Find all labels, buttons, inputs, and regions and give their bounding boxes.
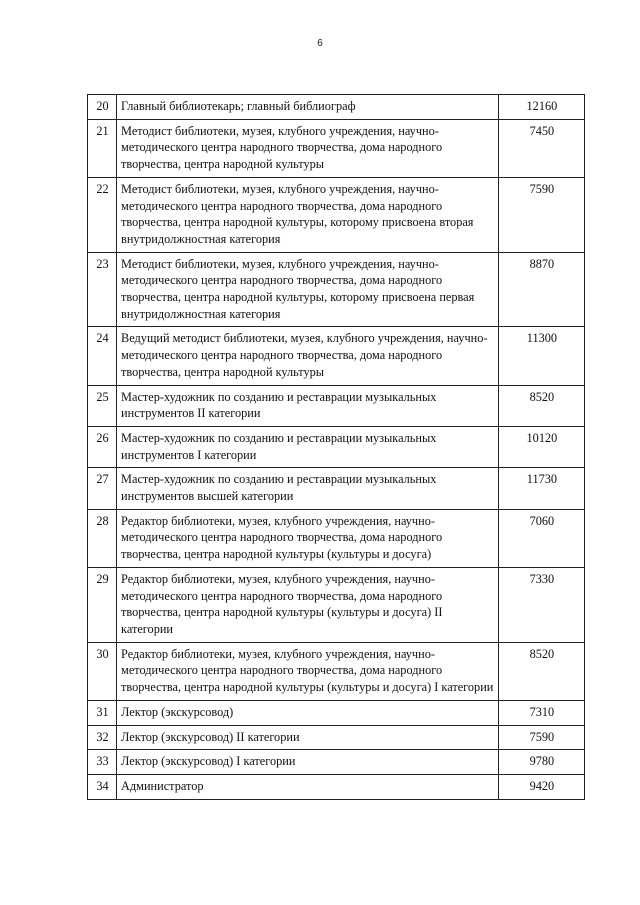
salary-value-cell: 9780 bbox=[498, 750, 584, 775]
row-number-cell: 20 bbox=[88, 95, 117, 120]
position-name-cell: Редактор библиотеки, музея, клубного учреждения, научно-методического центра народного творчества, дома народного творчества, центра народной культуры (культуры и досуга) I категории bbox=[117, 642, 499, 700]
table-row bbox=[88, 642, 585, 700]
row-number-cell: 23 bbox=[88, 252, 117, 327]
row-number-cell: 28 bbox=[88, 509, 117, 567]
salary-value-cell: 9420 bbox=[498, 774, 584, 799]
position-name-cell: Мастер-художник по созданию и реставрации музыкальных инструментов I категории bbox=[117, 426, 499, 467]
row-number-cell: 30 bbox=[88, 642, 117, 700]
table-row bbox=[88, 567, 585, 642]
position-name-cell: Мастер-художник по созданию и реставрации музыкальных инструментов II категории bbox=[117, 385, 499, 426]
salary-table bbox=[87, 94, 585, 800]
salary-value-cell: 10120 bbox=[498, 426, 584, 467]
page-number: 6 bbox=[317, 38, 323, 49]
table-body bbox=[88, 95, 585, 800]
table-row bbox=[88, 252, 585, 327]
salary-value-cell: 7310 bbox=[498, 700, 584, 725]
row-number-cell: 33 bbox=[88, 750, 117, 775]
salary-value-cell: 7590 bbox=[498, 177, 584, 252]
position-name-cell: Администратор bbox=[117, 774, 499, 799]
table-row bbox=[88, 468, 585, 509]
row-number-cell: 21 bbox=[88, 119, 117, 177]
table-row bbox=[88, 700, 585, 725]
salary-value-cell: 8870 bbox=[498, 252, 584, 327]
row-number-cell: 24 bbox=[88, 327, 117, 385]
table-row bbox=[88, 177, 585, 252]
table-row bbox=[88, 119, 585, 177]
position-name-cell: Ведущий методист библиотеки, музея, клубного учреждения, научно-методического центра народного творчества, дома народного творчества, центра народной культуры bbox=[117, 327, 499, 385]
row-number-cell: 34 bbox=[88, 774, 117, 799]
table-row bbox=[88, 327, 585, 385]
position-name-cell: Редактор библиотеки, музея, клубного учреждения, научно-методического центра народного творчества, дома народного творчества, центра народной культуры (культуры и досуга) II категории bbox=[117, 567, 499, 642]
row-number-cell: 22 bbox=[88, 177, 117, 252]
position-name-cell: Редактор библиотеки, музея, клубного учреждения, научно-методического центра народного творчества, дома народного творчества, центра народной культуры (культуры и досуга) bbox=[117, 509, 499, 567]
row-number-cell: 29 bbox=[88, 567, 117, 642]
position-name-cell: Мастер-художник по созданию и реставрации музыкальных инструментов высшей категории bbox=[117, 468, 499, 509]
table-row bbox=[88, 426, 585, 467]
salary-value-cell: 8520 bbox=[498, 642, 584, 700]
table-row bbox=[88, 385, 585, 426]
salary-value-cell: 11730 bbox=[498, 468, 584, 509]
position-name-cell: Лектор (экскурсовод) bbox=[117, 700, 499, 725]
salary-value-cell: 7330 bbox=[498, 567, 584, 642]
position-name-cell: Методист библиотеки, музея, клубного учреждения, научно-методического центра народного творчества, дома народного творчества, центра народной культуры, которому присвоена первая внутридолжностная категория bbox=[117, 252, 499, 327]
table-row bbox=[88, 509, 585, 567]
row-number-cell: 32 bbox=[88, 725, 117, 750]
position-name-cell: Методист библиотеки, музея, клубного учреждения, научно-методического центра народного творчества, дома народного творчества, центра народной культуры bbox=[117, 119, 499, 177]
salary-value-cell: 7450 bbox=[498, 119, 584, 177]
position-name-cell: Главный библиотекарь; главный библиограф bbox=[117, 95, 499, 120]
salary-value-cell: 11300 bbox=[498, 327, 584, 385]
row-number-cell: 31 bbox=[88, 700, 117, 725]
salary-value-cell: 8520 bbox=[498, 385, 584, 426]
salary-value-cell: 12160 bbox=[498, 95, 584, 120]
position-name-cell: Методист библиотеки, музея, клубного учреждения, научно-методического центра народного творчества, дома народного творчества, центра народной культуры, которому присвоена вторая внутридолжностная категория bbox=[117, 177, 499, 252]
salary-value-cell: 7060 bbox=[498, 509, 584, 567]
row-number-cell: 25 bbox=[88, 385, 117, 426]
row-number-cell: 26 bbox=[88, 426, 117, 467]
table-row bbox=[88, 725, 585, 750]
table-row bbox=[88, 774, 585, 799]
row-number-cell: 27 bbox=[88, 468, 117, 509]
table-row bbox=[88, 95, 585, 120]
salary-value-cell: 7590 bbox=[498, 725, 584, 750]
position-name-cell: Лектор (экскурсовод) II категории bbox=[117, 725, 499, 750]
position-name-cell: Лектор (экскурсовод) I категории bbox=[117, 750, 499, 775]
table-row bbox=[88, 750, 585, 775]
